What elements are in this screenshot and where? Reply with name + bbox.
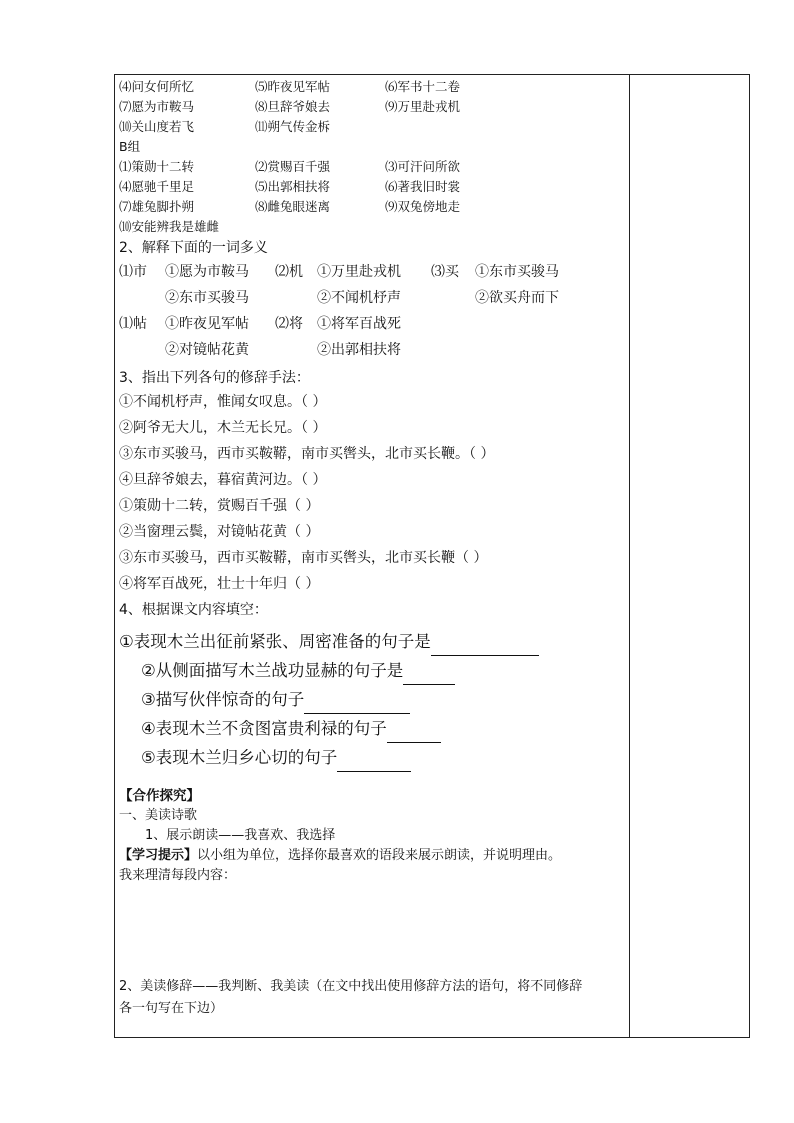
activity-item: 2、美读修辞——我判断、我美读（在文中找出使用修辞方法的语句，将不同修辞 xyxy=(119,979,583,994)
list-row xyxy=(119,197,625,217)
polysemy-row xyxy=(119,311,625,337)
rhetoric-question: ①不闻机杼声，惟闻女叹息。（ ） xyxy=(119,394,327,410)
list-item: ⑹著我旧时裳 xyxy=(385,179,461,194)
example: ②东市买骏马 xyxy=(165,290,249,306)
rhetoric-question: ③东市买骏马，西市买鞍鞯，南市买辔头，北市买长鞭。（ ） xyxy=(119,446,495,462)
list-item: ⑵赏赐百千强 xyxy=(255,159,331,174)
word-label: ⑴帖 xyxy=(119,316,147,332)
answer-blank[interactable] xyxy=(304,695,410,714)
section-rhetoric xyxy=(119,367,625,597)
section-title: 4、根据课文内容填空： xyxy=(119,602,268,618)
activity-prompt: 我来理清每段内容： xyxy=(119,868,237,883)
list-item: ⑺愿为市鞍马 xyxy=(119,99,195,114)
activity-item: 各一句写在下边） xyxy=(119,1001,224,1016)
polysemy-row xyxy=(119,285,625,311)
example: ②不闻机杼声 xyxy=(317,290,401,306)
fill-blank-prompt: ④表现木兰不贪图富贵利禄的句子 xyxy=(141,719,387,738)
section-heading: 【合作探究】 xyxy=(119,788,200,804)
list-item: ⑼万里赴戎机 xyxy=(385,99,461,114)
list-item: ⑽关山度若飞 xyxy=(119,119,195,134)
rhetoric-question: ④将军百战死，壮士十年归（ ） xyxy=(119,576,320,592)
fill-blank-item xyxy=(119,714,625,743)
main-cell xyxy=(119,77,625,1020)
word-label: ⑴市 xyxy=(119,264,147,280)
list-row xyxy=(119,177,625,197)
list-item: ⑺雄兔脚扑朔 xyxy=(119,199,195,214)
example: ②出郭相扶将 xyxy=(317,342,401,358)
learning-tip xyxy=(119,846,625,866)
rhetoric-question: ④旦辞爷娘去，暮宿黄河边。（ ） xyxy=(119,472,327,488)
rhetoric-question: ①策勋十二转，赏赐百千强（ ） xyxy=(119,498,320,514)
fill-blank-item xyxy=(119,656,625,685)
worksheet-table xyxy=(114,74,750,1038)
list-item: ⑹军书十二卷 xyxy=(385,79,461,94)
list-item: ⑸出郭相扶将 xyxy=(255,179,331,194)
list-row xyxy=(119,217,625,237)
polysemy-row xyxy=(119,337,625,363)
list-item: ⑸昨夜见军帖 xyxy=(255,79,331,94)
list-item: ⑼双兔傍地走 xyxy=(385,199,461,214)
tip-text: 以小组为单位，选择你最喜欢的语段来展示朗读，并说明理由。 xyxy=(197,848,562,863)
fill-blank-item xyxy=(119,627,625,656)
word-label: ⑶买 xyxy=(431,264,459,280)
rhetoric-question: ③东市买骏马，西市买鞍鞯，南市买辔头，北市买长鞭（ ） xyxy=(119,550,488,566)
example: ①愿为市鞍马 xyxy=(165,264,249,280)
section-fill-blank xyxy=(119,597,625,772)
list-item: ⑽安能辨我是雄雌 xyxy=(119,219,220,234)
column-divider xyxy=(629,75,630,1037)
fill-blank-item xyxy=(119,685,625,714)
example: ①万里赴戎机 xyxy=(317,264,401,280)
tip-label: 【学习提示】 xyxy=(119,848,198,863)
subheading: 一、美读诗歌 xyxy=(119,808,198,823)
example: ①东市买骏马 xyxy=(475,264,559,280)
example: ②对镜帖花黄 xyxy=(165,342,249,358)
word-label: ⑵将 xyxy=(275,316,303,332)
group-a-list xyxy=(119,77,625,137)
activity-item: 1、展示朗读——我喜欢、我选择 xyxy=(145,828,336,843)
answer-blank[interactable] xyxy=(403,666,455,685)
list-item: ⑶可汗问所欲 xyxy=(385,159,461,174)
fill-blank-prompt: ⑤表现木兰归乡心切的句子 xyxy=(141,748,338,767)
answer-blank[interactable] xyxy=(337,753,411,772)
list-row xyxy=(119,97,625,117)
example: ①昨夜见军帖 xyxy=(165,316,249,332)
example: ②欲买舟而下 xyxy=(475,290,559,306)
rhetoric-question: ②当窗理云鬓，对镜帖花黄（ ） xyxy=(119,524,320,540)
example: ①将军百战死 xyxy=(317,316,401,332)
list-item: ⑴策勋十二转 xyxy=(119,159,195,174)
section-title: 3、指出下列各句的修辞手法： xyxy=(119,370,310,386)
rhetoric-question: ②阿爷无大儿，木兰无长兄。（ ） xyxy=(119,420,327,436)
list-item: ⑷愿驰千里足 xyxy=(119,179,195,194)
group-b-list xyxy=(119,137,625,237)
fill-blank-prompt: ③描写伙伴惊奇的句子 xyxy=(141,690,305,709)
fill-blank-prompt: ①表现木兰出征前紧张、周密准备的句子是 xyxy=(119,632,431,651)
fill-blank-item xyxy=(119,743,625,772)
list-item: ⑷问女何所忆 xyxy=(119,79,195,94)
list-item: ⑻雌兔眼迷离 xyxy=(255,199,331,214)
section-title: 2、解释下面的一词多义 xyxy=(119,240,268,256)
section-cooperation xyxy=(119,786,625,1020)
list-row xyxy=(119,77,625,97)
list-item: ⑻旦辞爷娘去 xyxy=(255,99,331,114)
list-row xyxy=(119,117,625,137)
list-item: ⑾朔气传金柝 xyxy=(255,119,331,134)
answer-space[interactable] xyxy=(119,886,625,976)
section-polysemy xyxy=(119,237,625,363)
answer-blank[interactable] xyxy=(387,724,441,743)
polysemy-row xyxy=(119,259,625,285)
answer-blank[interactable] xyxy=(431,637,539,656)
fill-blank-prompt: ②从侧面描写木兰战功显赫的句子是 xyxy=(141,661,404,680)
list-row xyxy=(119,157,625,177)
group-b-label: B组 xyxy=(119,139,141,154)
word-label: ⑵机 xyxy=(275,264,303,280)
